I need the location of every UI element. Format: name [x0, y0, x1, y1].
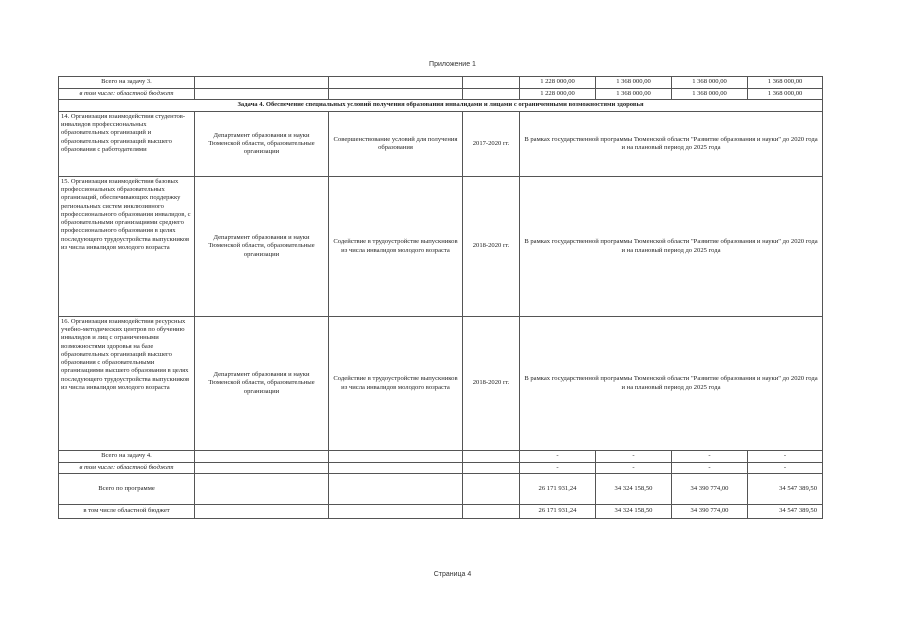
expected-result: Содействие в трудоустройстве выпускников из числа инвалидов молодого возраста: [329, 317, 463, 451]
regional-task4-row: [59, 463, 823, 474]
task4-header-row: [59, 100, 823, 112]
row-label: в том числе: областной бюджет: [59, 463, 195, 474]
row-label: Всего по программе: [59, 474, 195, 505]
financing: В рамках государственной программы Тюменской области "Развитие образования и науки" до 2020 года и на плановый период до 2025 года: [520, 317, 823, 451]
value-cell: 34 390 774,00: [672, 505, 748, 519]
value-cell: -: [520, 463, 596, 474]
value-cell: -: [596, 451, 672, 463]
financing: В рамках государственной программы Тюменской области "Развитие образования и науки" до 2020 года и на плановый период до 2025 года: [520, 177, 823, 317]
row-label: в том числе областной бюджет: [59, 505, 195, 519]
value-cell: 1 368 000,00: [596, 89, 672, 100]
value-cell: -: [596, 463, 672, 474]
regional-program-row: [59, 505, 823, 519]
value-cell: 26 171 931,24: [520, 474, 596, 505]
executor: Департамент образования и науки Тюменской области, образовательные организации: [195, 177, 329, 317]
total-program-row: [59, 474, 823, 505]
period: 2017-2020 гг.: [463, 112, 520, 177]
value-cell: -: [748, 463, 823, 474]
value-cell: -: [520, 451, 596, 463]
item-16-row: [59, 317, 823, 451]
measure-name: 15. Организация взаимодействия базовых профессиональных образовательных организаций, обеспечивающих поддержку региональных систем инклюзивного профессионального образования инвалидов, с образовательными организациями среднего профессионального образования в целях последующего трудоустройства выпускников из числа инвалидов молодого возраста: [59, 177, 195, 317]
value-cell: 34 390 774,00: [672, 474, 748, 505]
expected-result: Совершенствование условий для получения образования: [329, 112, 463, 177]
total-task3-row: [59, 77, 823, 89]
task-header: Задача 4. Обеспечение специальных условий получения образования инвалидами и лицами с ограниченными возможностями здоровья: [59, 100, 823, 112]
financing: В рамках государственной программы Тюменской области "Развитие образования и науки" до 2020 года и на плановый период до 2025 года: [520, 112, 823, 177]
row-label: в том числе: областной бюджет: [59, 89, 195, 100]
value-cell: 26 171 931,24: [520, 505, 596, 519]
total-task4-row: [59, 451, 823, 463]
value-cell: 1 368 000,00: [672, 89, 748, 100]
value-cell: 1 368 000,00: [672, 77, 748, 89]
value-cell: 1 228 000,00: [520, 77, 596, 89]
measure-name: 14. Организация взаимодействия студентов-инвалидов профессиональных образовательных организаций и образовательных организаций высшего образования с работодателями: [59, 112, 195, 177]
program-table: [58, 76, 823, 519]
value-cell: 34 324 158,50: [596, 474, 672, 505]
executor: Департамент образования и науки Тюменской области, образовательные организации: [195, 317, 329, 451]
period: 2018-2020 гг.: [463, 317, 520, 451]
executor: Департамент образования и науки Тюменской области, образовательные организации: [195, 112, 329, 177]
value-cell: -: [672, 463, 748, 474]
value-cell: 1 228 000,00: [520, 89, 596, 100]
value-cell: 34 547 389,50: [748, 505, 823, 519]
expected-result: Содействие в трудоустройстве выпускников из числа инвалидов молодого возраста: [329, 177, 463, 317]
value-cell: 34 324 158,50: [596, 505, 672, 519]
value-cell: -: [672, 451, 748, 463]
item-14-row: [59, 112, 823, 177]
page-footer: Страница 4: [433, 571, 472, 578]
value-cell: 1 368 000,00: [748, 77, 823, 89]
measure-name: 16. Организация взаимодействия ресурсных учебно-методических центров по обучению инвалидов и лиц с ограниченными возможностями здоровья на базе образовательных организаций высшего образования с образовательными организациями высшего образования в целях последующего трудоустройства выпускников из числа инвалидов молодого возраста: [59, 317, 195, 451]
value-cell: 1 368 000,00: [748, 89, 823, 100]
item-15-row: [59, 177, 823, 317]
period: 2018-2020 гг.: [463, 177, 520, 317]
row-label: Всего на задачу 4.: [59, 451, 195, 463]
row-label: Всего на задачу 3.: [59, 77, 195, 89]
value-cell: 1 368 000,00: [596, 77, 672, 89]
value-cell: 34 547 389,50: [748, 474, 823, 505]
value-cell: -: [748, 451, 823, 463]
regional-task3-row: [59, 89, 823, 100]
page-header: Приложение 1: [429, 61, 476, 68]
